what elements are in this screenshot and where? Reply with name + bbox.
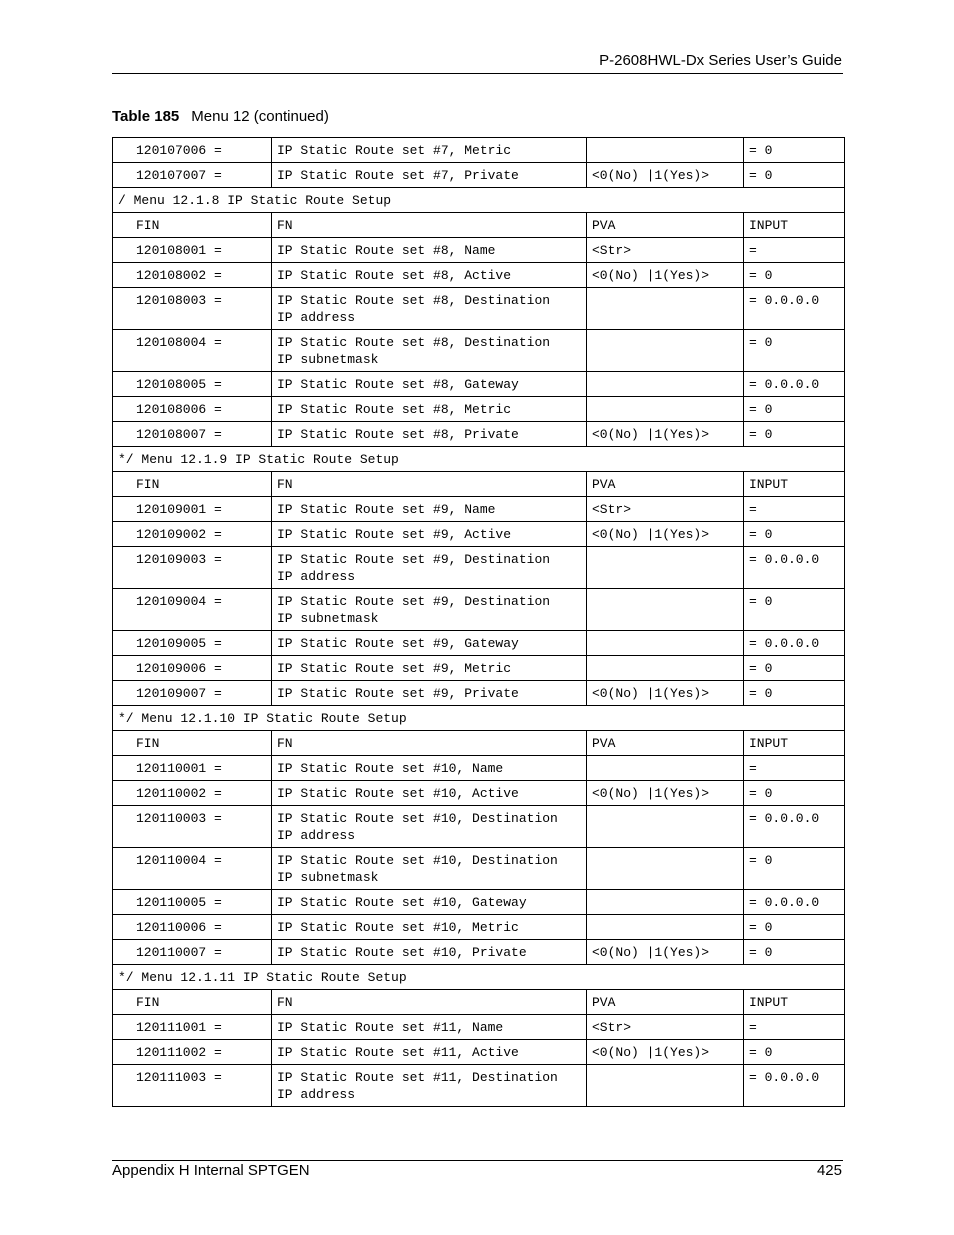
table-row	[113, 656, 845, 681]
fn-cell: FN	[272, 731, 587, 756]
fn-cell: IP Static Route set #8, Private	[272, 422, 587, 447]
pva-cell	[587, 656, 744, 681]
input-cell: = 0.0.0.0	[744, 631, 845, 656]
input-cell: = 0	[744, 589, 845, 631]
table-caption-label: Table 185	[112, 108, 180, 125]
input-cell: INPUT	[744, 472, 845, 497]
input-cell: = 0	[744, 656, 845, 681]
input-cell: =	[744, 756, 845, 781]
fin-cell: 120108004 =	[113, 330, 272, 372]
pva-cell	[587, 631, 744, 656]
fn-cell: IP Static Route set #10, Metric	[272, 915, 587, 940]
fn-cell: IP Static Route set #11, Destination IP address	[272, 1065, 587, 1107]
pva-cell: <0(No) |1(Yes)>	[587, 1040, 744, 1065]
section-row	[113, 965, 845, 990]
fin-cell: 120108001 =	[113, 238, 272, 263]
fn-cell: IP Static Route set #7, Metric	[272, 138, 587, 163]
fin-cell: 120109006 =	[113, 656, 272, 681]
section-row	[113, 447, 845, 472]
input-cell: = 0	[744, 915, 845, 940]
fn-cell: IP Static Route set #9, Active	[272, 522, 587, 547]
fin-cell: 120110004 =	[113, 848, 272, 890]
input-cell: = 0	[744, 163, 845, 188]
fn-cell: IP Static Route set #9, Gateway	[272, 631, 587, 656]
fin-cell: 120108006 =	[113, 397, 272, 422]
fn-cell: IP Static Route set #7, Private	[272, 163, 587, 188]
table-row	[113, 890, 845, 915]
fin-cell: 120110007 =	[113, 940, 272, 965]
input-cell: = 0	[744, 1040, 845, 1065]
fin-cell: 120107006 =	[113, 138, 272, 163]
pva-cell	[587, 848, 744, 890]
pva-cell: <0(No) |1(Yes)>	[587, 163, 744, 188]
fin-cell: 120109005 =	[113, 631, 272, 656]
pva-cell	[587, 806, 744, 848]
table-row	[113, 397, 845, 422]
fn-cell: IP Static Route set #8, Metric	[272, 397, 587, 422]
fn-cell: FN	[272, 472, 587, 497]
input-cell: = 0	[744, 522, 845, 547]
table-row	[113, 263, 845, 288]
input-cell: INPUT	[744, 213, 845, 238]
pva-cell: <0(No) |1(Yes)>	[587, 263, 744, 288]
input-cell: INPUT	[744, 731, 845, 756]
input-cell: = 0	[744, 422, 845, 447]
fin-cell: 120108003 =	[113, 288, 272, 330]
input-cell: = 0	[744, 781, 845, 806]
input-cell: = 0.0.0.0	[744, 288, 845, 330]
pva-cell	[587, 756, 744, 781]
section-row	[113, 706, 845, 731]
table-row	[113, 1015, 845, 1040]
table-row	[113, 522, 845, 547]
fin-cell: 120109003 =	[113, 547, 272, 589]
table-row	[113, 806, 845, 848]
input-cell: = 0	[744, 330, 845, 372]
pva-cell: <Str>	[587, 1015, 744, 1040]
table-row	[113, 940, 845, 965]
pva-cell	[587, 138, 744, 163]
table-caption	[112, 108, 329, 125]
section-title: / Menu 12.1.8 IP Static Route Setup	[113, 188, 845, 213]
fn-cell: IP Static Route set #10, Active	[272, 781, 587, 806]
pva-cell	[587, 1065, 744, 1107]
fin-cell: 120111002 =	[113, 1040, 272, 1065]
fin-cell: FIN	[113, 213, 272, 238]
input-cell: = 0	[744, 848, 845, 890]
footer-appendix-title: Appendix H Internal SPTGEN	[112, 1162, 310, 1179]
pva-cell	[587, 915, 744, 940]
input-cell: = 0	[744, 681, 845, 706]
table-row	[113, 288, 845, 330]
fin-cell: 120107007 =	[113, 163, 272, 188]
section-row	[113, 188, 845, 213]
fn-cell: IP Static Route set #9, Name	[272, 497, 587, 522]
table-row	[113, 497, 845, 522]
section-title: */ Menu 12.1.9 IP Static Route Setup	[113, 447, 845, 472]
pva-cell: <0(No) |1(Yes)>	[587, 681, 744, 706]
table-row	[113, 781, 845, 806]
fin-cell: 120110001 =	[113, 756, 272, 781]
pva-cell: <Str>	[587, 497, 744, 522]
input-cell: = 0	[744, 263, 845, 288]
table-row	[113, 213, 845, 238]
fn-cell: IP Static Route set #9, Private	[272, 681, 587, 706]
table-row	[113, 681, 845, 706]
pva-cell: <0(No) |1(Yes)>	[587, 522, 744, 547]
section-title: */ Menu 12.1.11 IP Static Route Setup	[113, 965, 845, 990]
fn-cell: IP Static Route set #8, Destination IP subnetmask	[272, 330, 587, 372]
pva-cell: PVA	[587, 213, 744, 238]
table-row	[113, 330, 845, 372]
input-cell: = 0.0.0.0	[744, 372, 845, 397]
table-row	[113, 238, 845, 263]
pva-cell	[587, 890, 744, 915]
pva-cell: <0(No) |1(Yes)>	[587, 940, 744, 965]
fin-cell: 120110005 =	[113, 890, 272, 915]
input-cell: = 0.0.0.0	[744, 890, 845, 915]
menu-table-body	[113, 138, 845, 1107]
fin-cell: 120109007 =	[113, 681, 272, 706]
fn-cell: IP Static Route set #10, Destination IP subnetmask	[272, 848, 587, 890]
pva-cell	[587, 397, 744, 422]
footer-rule	[112, 1160, 843, 1161]
fn-cell: IP Static Route set #11, Active	[272, 1040, 587, 1065]
fn-cell: IP Static Route set #9, Destination IP subnetmask	[272, 589, 587, 631]
table-row	[113, 631, 845, 656]
fn-cell: IP Static Route set #10, Name	[272, 756, 587, 781]
input-cell: = 0.0.0.0	[744, 547, 845, 589]
pva-cell: PVA	[587, 990, 744, 1015]
fin-cell: FIN	[113, 731, 272, 756]
pva-cell	[587, 288, 744, 330]
table-row	[113, 731, 845, 756]
input-cell: =	[744, 497, 845, 522]
footer-page-number: 425	[816, 1162, 842, 1179]
input-cell: INPUT	[744, 990, 845, 1015]
fin-cell: 120110002 =	[113, 781, 272, 806]
header-rule	[112, 73, 843, 74]
fin-cell: FIN	[113, 472, 272, 497]
table-row	[113, 472, 845, 497]
fn-cell: IP Static Route set #11, Name	[272, 1015, 587, 1040]
fn-cell: IP Static Route set #8, Name	[272, 238, 587, 263]
table-row	[113, 138, 845, 163]
table-row	[113, 848, 845, 890]
menu-table	[112, 137, 845, 1107]
fn-cell: IP Static Route set #8, Active	[272, 263, 587, 288]
fin-cell: 120110003 =	[113, 806, 272, 848]
pva-cell	[587, 589, 744, 631]
pva-cell	[587, 547, 744, 589]
input-cell: =	[744, 1015, 845, 1040]
pva-cell: PVA	[587, 731, 744, 756]
table-row	[113, 372, 845, 397]
pva-cell: PVA	[587, 472, 744, 497]
fn-cell: FN	[272, 213, 587, 238]
section-title: */ Menu 12.1.10 IP Static Route Setup	[113, 706, 845, 731]
table-row	[113, 422, 845, 447]
fn-cell: IP Static Route set #8, Gateway	[272, 372, 587, 397]
fin-cell: 120111001 =	[113, 1015, 272, 1040]
fn-cell: IP Static Route set #10, Destination IP address	[272, 806, 587, 848]
input-cell: = 0.0.0.0	[744, 806, 845, 848]
table-caption-text: Menu 12 (continued)	[191, 108, 329, 125]
fn-cell: IP Static Route set #10, Private	[272, 940, 587, 965]
fin-cell: 120110006 =	[113, 915, 272, 940]
table-row	[113, 547, 845, 589]
fin-cell: 120109002 =	[113, 522, 272, 547]
table-row	[113, 756, 845, 781]
pva-cell: <Str>	[587, 238, 744, 263]
fin-cell: 120111003 =	[113, 1065, 272, 1107]
table-row	[113, 589, 845, 631]
fin-cell: 120108005 =	[113, 372, 272, 397]
fn-cell: IP Static Route set #9, Destination IP address	[272, 547, 587, 589]
fin-cell: 120109001 =	[113, 497, 272, 522]
pva-cell	[587, 372, 744, 397]
input-cell: = 0	[744, 397, 845, 422]
pva-cell: <0(No) |1(Yes)>	[587, 781, 744, 806]
table-row	[113, 163, 845, 188]
table-row	[113, 990, 845, 1015]
fin-cell: FIN	[113, 990, 272, 1015]
input-cell: = 0.0.0.0	[744, 1065, 845, 1107]
pva-cell	[587, 330, 744, 372]
input-cell: = 0	[744, 940, 845, 965]
fn-cell: FN	[272, 990, 587, 1015]
table-row	[113, 1065, 845, 1107]
fn-cell: IP Static Route set #8, Destination IP address	[272, 288, 587, 330]
input-cell: =	[744, 238, 845, 263]
table-row	[113, 915, 845, 940]
table-row	[113, 1040, 845, 1065]
input-cell: = 0	[744, 138, 845, 163]
fn-cell: IP Static Route set #10, Gateway	[272, 890, 587, 915]
page-header-title: P-2608HWL-Dx Series User’s Guide	[599, 52, 842, 69]
fin-cell: 120108007 =	[113, 422, 272, 447]
fin-cell: 120108002 =	[113, 263, 272, 288]
fn-cell: IP Static Route set #9, Metric	[272, 656, 587, 681]
fin-cell: 120109004 =	[113, 589, 272, 631]
pva-cell: <0(No) |1(Yes)>	[587, 422, 744, 447]
